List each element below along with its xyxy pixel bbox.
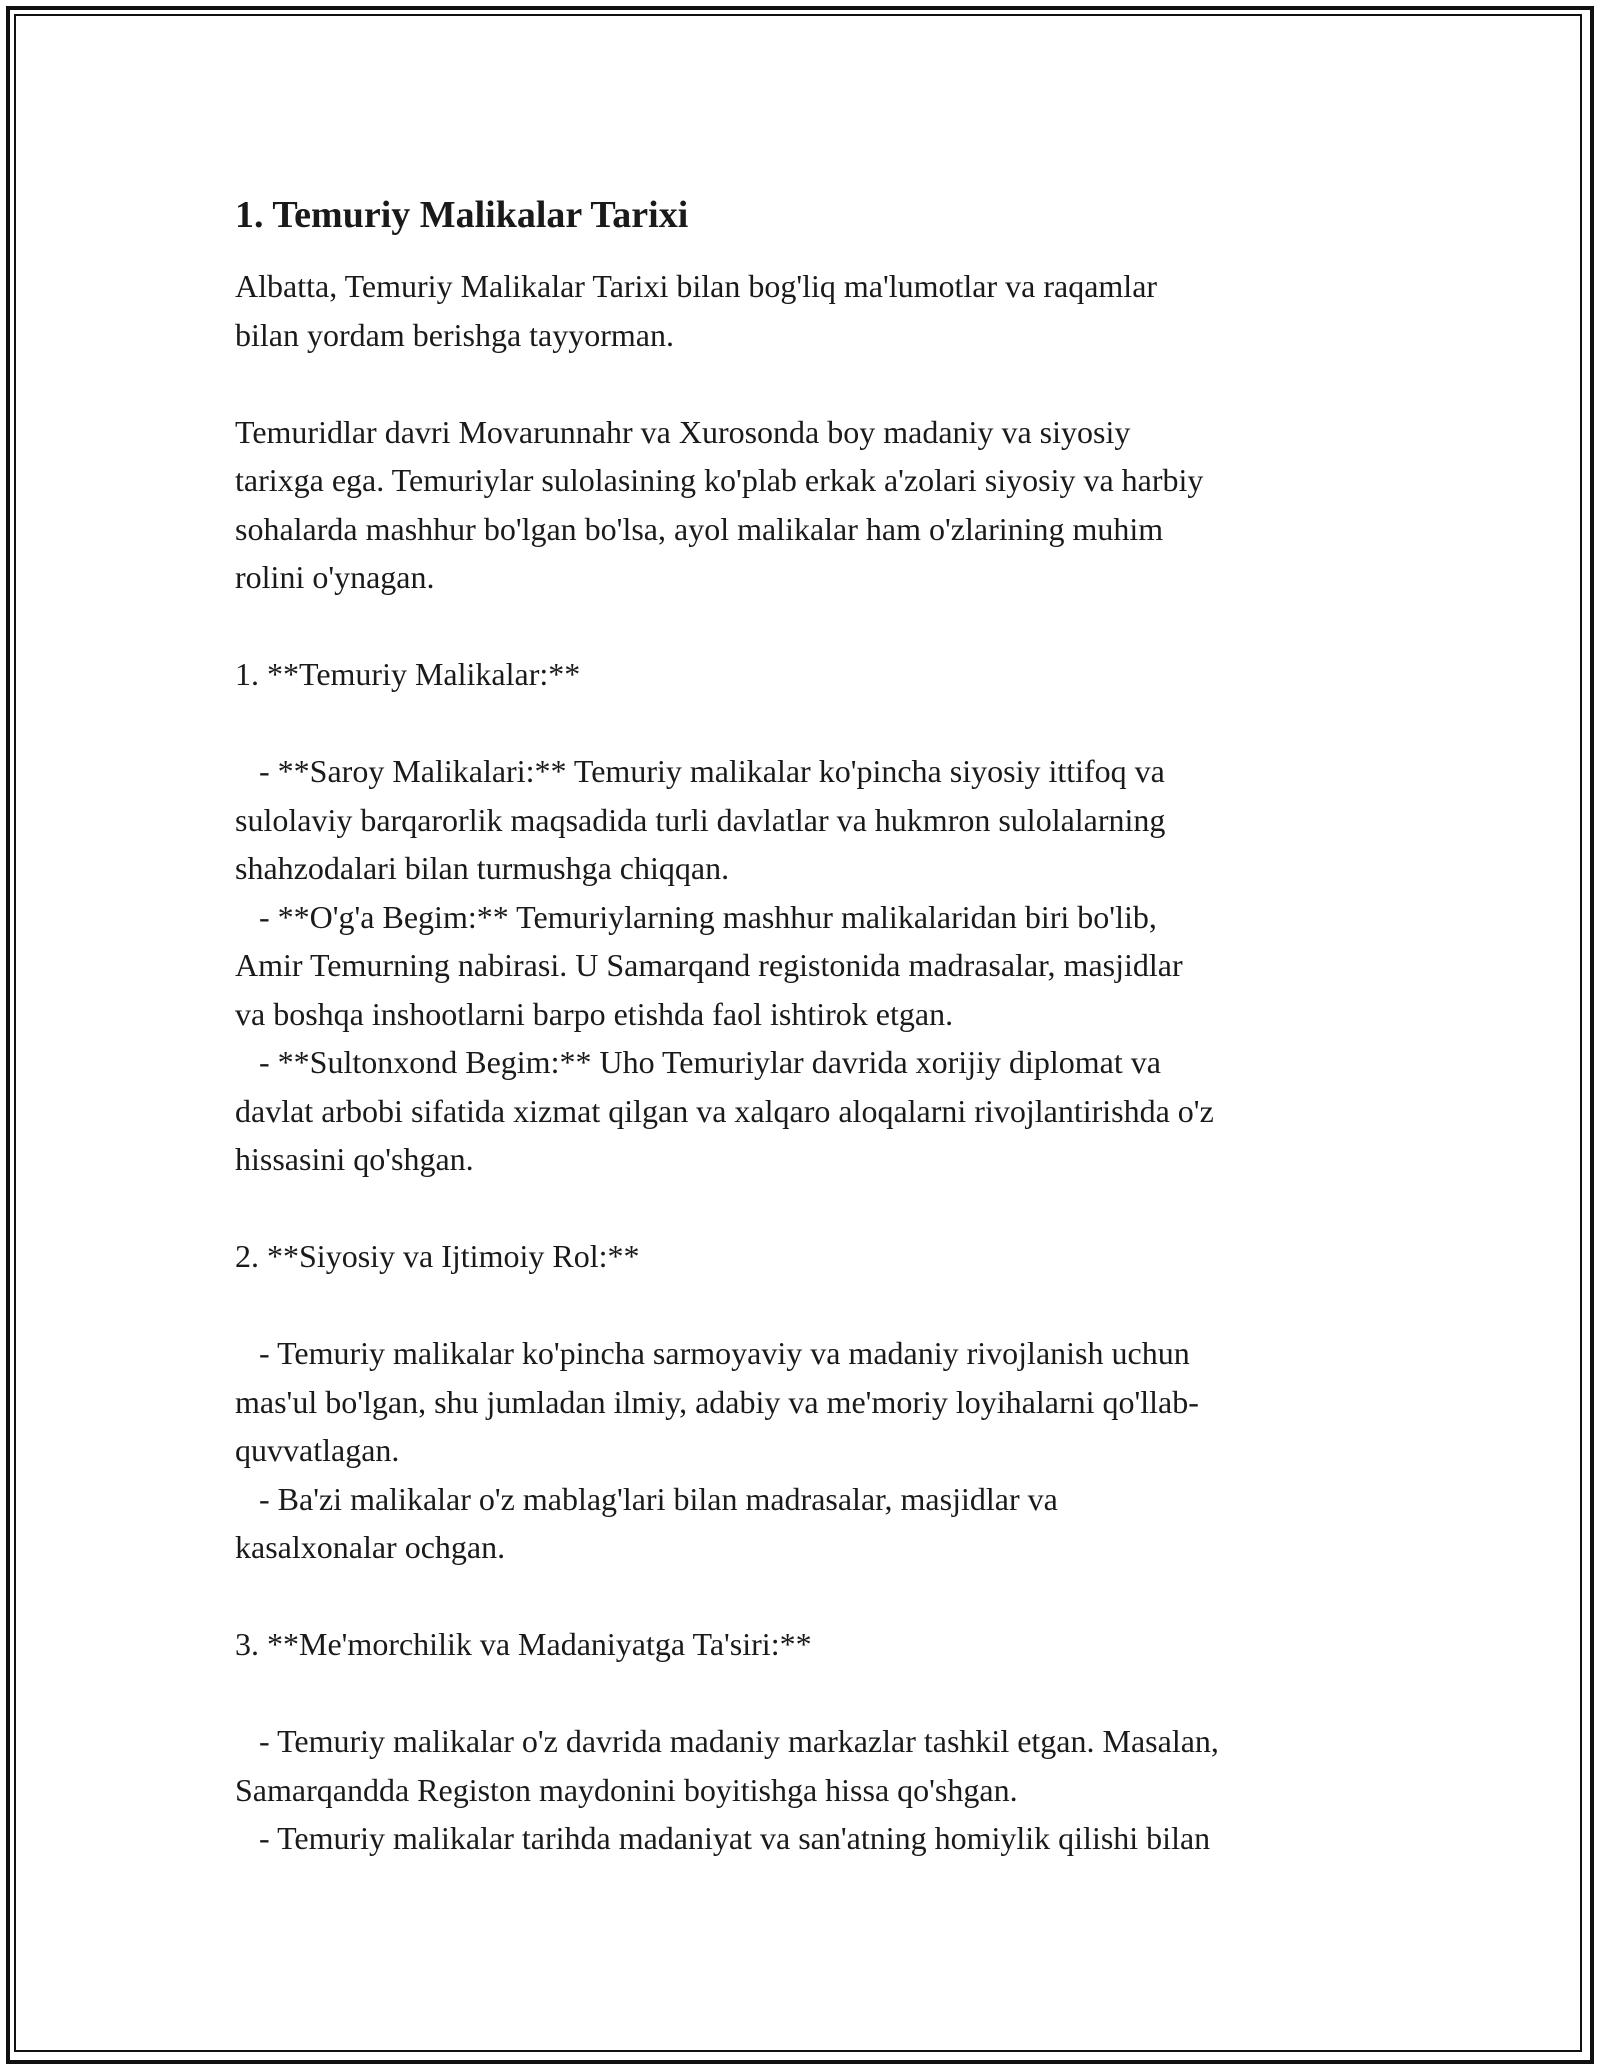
document-body: Albatta, Temuriy Malikalar Tarixi bilan bog'liq ma'lumotlar va raqamlar bilan yordam berishga tayyorman. Temuridlar davri Movarunnahr va Xurosonda boy madaniy va siyosiy tarixga ega. Temuriylar sulolasining ko'plab erkak a'zolari siyosiy va harbiy sohalarda mashhur bo'lgan bo'lsa, ayol malikalar ham o'zlarining muhim rolini o'ynagan. 1. **Temuriy Malikalar:** - **Saroy Malikalari:** Temuriy malikalar ko'pincha siyosiy ittifoq va sulolaviy barqarorlik maqsadida turli davlatlar va hukmron sulolalarning shahzodalari bilan turmushga chiqqan. - **O'g'a Begim:** Temuriylarning mashhur malikalaridan biri bo'lib, Amir Temurning nabirasi. U Samarqand registonida madrasalar, masjidlar va boshqa inshootlarni barpo etishda faol ishtirok etgan. - **Sultonxond Begim:** Uho Temuriylar davrida xorijiy diplomat va davlat arbobi sifatida xizmat qilgan va xalqaro aloqalarni rivojlantirishda o'z hissasini qo'shgan. 2. **Siyosiy va Ijtimoiy Rol:** - Temuriy malikalar ko'pincha sarmoyaviy va madaniy rivojlanish uchun mas'ul bo'lgan, shu jumladan ilmiy, adabiy va me'moriy loyihalarni qo'llab- quvvatlagan. - Ba'zi malikalar o'z mablag'lari bilan madrasalar, masjidlar va kasalxonalar ochgan. 3. **Me'morchilik va Madaniyatga Ta'siri:** - Temuriy malikalar o'z davrida madaniy markazlar tashkil etgan. Masalan, Samarqandda Registon maydonini boyitishga hissa qo'shgan. - Temuriy malikalar tarihda madaniyat va san'atning homiylik qilishi bilan xyxy=(235,268,1219,1856)
document-title: 1. Temuriy Malikalar Tarixi xyxy=(235,194,689,236)
document-page xyxy=(235,188,1375,1863)
